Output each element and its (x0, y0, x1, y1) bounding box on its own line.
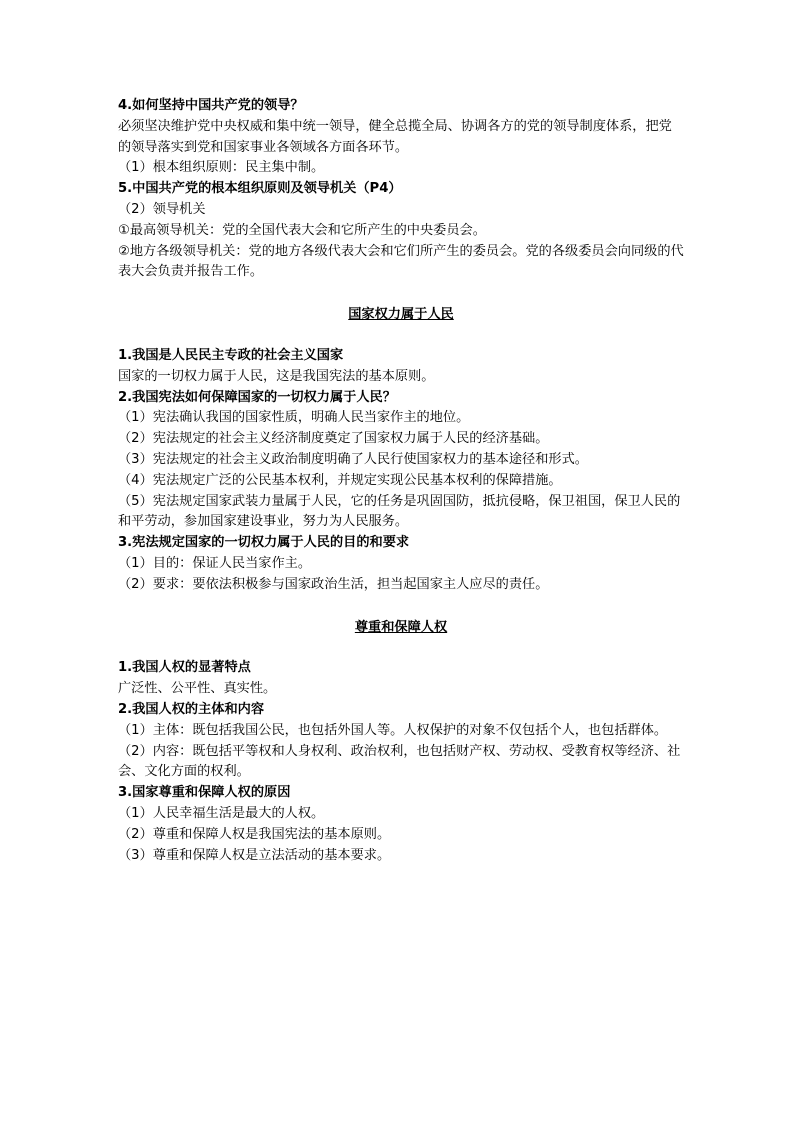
list-item: （2）领导机关 (118, 201, 206, 217)
list-item: （3）宪法规定的社会主义政治制度明确了人民行使国家权力的基本途径和形式。 (118, 451, 588, 467)
list-item: （2）尊重和保障人权是我国宪法的基本原则。 (118, 826, 391, 842)
question-title: 4.如何坚持中国共产党的领导？ (118, 98, 304, 113)
question-title: 2.我国人权的主体和内容 (118, 701, 265, 717)
question-title: 1.我国是人民民主专政的社会主义国家 (118, 347, 344, 363)
question-title: 5.中国共产党的根本组织原则及领导机关（P4） (118, 181, 402, 197)
section-heading: 尊重和保障人权 (354, 619, 448, 635)
list-item: （3）尊重和保障人权是立法活动的基本要求。 (118, 847, 391, 863)
question-title: 3.宪法规定国家的一切权力属于人民的目的和要求 (118, 535, 410, 551)
list-item: （4）宪法规定广泛的公民基本权利，并规定实现公民基本权利的保障措施。 (118, 472, 562, 488)
answer-text: 国家的一切权力属于人民，这是我国宪法的基本原则。 (118, 368, 435, 384)
question-title: 2.我国宪法如何保障国家的一切权力属于人民？ (118, 389, 396, 405)
list-item: （2）宪法规定的社会主义经济制度奠定了国家权力属于人民的经济基础。 (118, 431, 549, 447)
list-item: （1）目的：保证人民当家作主。 (118, 555, 312, 571)
question-title: 1.我国人权的显著特点 (118, 660, 251, 676)
question-title: 3.国家尊重和保障人权的原因 (118, 785, 291, 801)
document-page (118, 96, 684, 866)
list-item: ②地方各级领导机关：党的地方各级代表大会和它们所产生的委员会。党的各级委员会向同级的代表大会负责并报告工作。 (118, 243, 684, 280)
list-item: ①最高领导机关：党的全国代表大会和它所产生的中央委员会。 (118, 222, 486, 238)
answer-text: 必须坚决维护党中央权威和集中统一领导，健全总揽全局、协调各方的党的领导制度体系，把党的领导落实到党和国家事业各领域各方面各环节。 (118, 118, 672, 155)
list-item: （2）内容：既包括平等权和人身权利、政治权利，也包括财产权、劳动权、受教育权等经济、社会、文化方面的权利。 (118, 743, 681, 780)
answer-text: 广泛性、公平性、真实性。 (118, 681, 277, 697)
section-heading: 国家权力属于人民 (348, 307, 454, 323)
list-item: （1）人民幸福生活是最大的人权。 (118, 805, 325, 821)
list-item: （5）宪法规定国家武装力量属于人民，它的任务是巩固国防，抵抗侵略，保卫祖国，保卫人民的和平劳动，参加国家建设事业，努力为人民服务。 (118, 493, 681, 530)
list-item: （1）根本组织原则：民主集中制。 (118, 160, 325, 176)
list-item: （1）宪法确认我国的国家性质，明确人民当家作主的地位。 (118, 410, 470, 426)
list-item: （1）主体：既包括我国公民，也包括外国人等。人权保护的对象不仅包括个人，也包括群体。 (118, 722, 668, 738)
list-item: （2）要求：要依法积极参与国家政治生活，担当起国家主人应尽的责任。 (118, 576, 549, 592)
